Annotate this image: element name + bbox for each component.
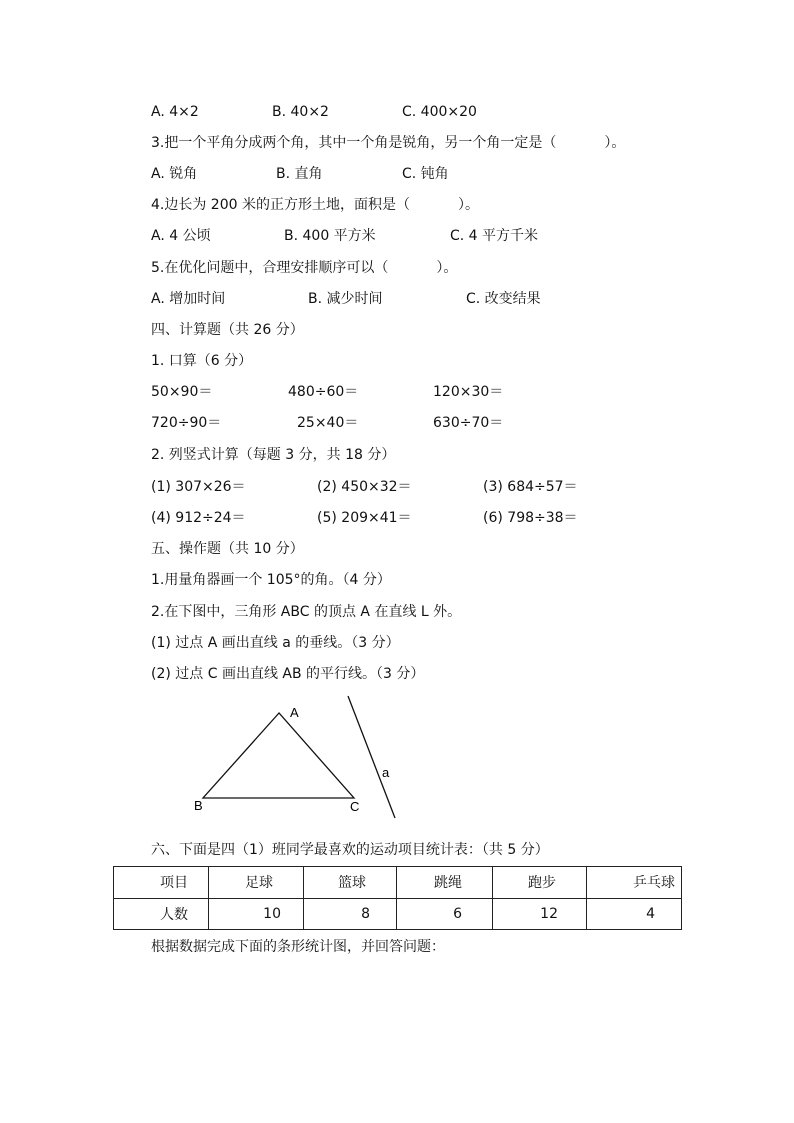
q3-stem xyxy=(151,133,625,153)
oral-problem-6: 630÷70＝ xyxy=(433,415,504,431)
q5-option-c: C. 改变结果 xyxy=(466,291,541,307)
q3-option-b: B. 直角 xyxy=(276,166,323,182)
oral-problem-2: 480÷60＝ xyxy=(288,384,359,400)
operation-q1: 1.用量角器画一个 105°的角。（4 分） xyxy=(151,572,391,588)
vertical-problem-1: (1) 307×26＝ xyxy=(151,479,246,495)
q5-option-b: B. 减少时间 xyxy=(308,291,383,307)
section6-title: 六、下面是四（1）班同学最喜欢的运动项目统计表：（共 5 分） xyxy=(151,842,549,858)
table-header-cell: 篮球 xyxy=(304,867,397,899)
section5-title: 五、操作题（共 10 分） xyxy=(151,541,304,557)
table-header-row xyxy=(114,867,682,899)
chart-instruction: 根据数据完成下面的条形统计图，并回答问题： xyxy=(151,939,445,955)
vertical-problem-2: (2) 450×32＝ xyxy=(317,479,412,495)
triangle-abc xyxy=(203,713,354,798)
table-header-cell: 跑步 xyxy=(493,867,587,899)
section4-title: 四、计算题（共 26 分） xyxy=(151,322,304,338)
line-label-a: a xyxy=(382,765,390,780)
table-header-cell: 乒乓球 xyxy=(587,867,682,899)
operation-q2: 2.在下图中，三角形 ABC 的顶点 A 在直线 L 外。 xyxy=(151,604,462,620)
table-cell: 12 xyxy=(493,898,587,930)
q2-option-c: C. 400×20 xyxy=(402,104,477,120)
q3-option-c: C. 钝角 xyxy=(402,166,449,182)
vertical-calc-title: 2. 列竖式计算（每题 3 分，共 18 分） xyxy=(151,447,396,463)
vertical-problem-5: (5) 209×41＝ xyxy=(317,510,412,526)
q3-text-before: 3.把一个平角分成两个角，其中一个角是锐角，另一个角一定是（ xyxy=(151,135,557,151)
vertical-problem-6: (6) 798÷38＝ xyxy=(483,510,578,526)
vertex-label-b: B xyxy=(194,798,203,813)
oral-problem-5: 25×40＝ xyxy=(297,415,359,431)
oral-problem-4: 720÷90＝ xyxy=(151,415,222,431)
triangle-figure[interactable] xyxy=(190,690,410,825)
q5-text-before: 5.在优化问题中，合理安排顺序可以（ xyxy=(151,260,389,276)
table-cell: 4 xyxy=(587,898,682,930)
q3-text-after: ）。 xyxy=(604,135,626,151)
q5-text-after: ）。 xyxy=(436,260,458,276)
q4-text-after: ）。 xyxy=(457,197,479,213)
operation-q2-part2: (2) 过点 C 画出直线 AB 的平行线。（3 分） xyxy=(151,666,425,682)
q4-option-c: C. 4 平方千米 xyxy=(450,228,539,244)
vertex-label-a: A xyxy=(290,705,299,720)
q4-option-b: B. 400 平方米 xyxy=(284,228,376,244)
table-cell: 人数 xyxy=(114,898,209,930)
operation-q2-part1: (1) 过点 A 画出直线 a 的垂线。（3 分） xyxy=(151,635,400,651)
vertical-problem-4: (4) 912÷24＝ xyxy=(151,510,246,526)
vertical-problem-3: (3) 684÷57＝ xyxy=(483,479,578,495)
q4-text-before: 4.边长为 200 米的正方形土地，面积是（ xyxy=(151,197,410,213)
table-cell: 8 xyxy=(304,898,397,930)
vertex-label-c: C xyxy=(350,799,360,814)
table-header-cell: 跳绳 xyxy=(397,867,493,899)
oral-problem-3: 120×30＝ xyxy=(433,384,504,400)
table-header-cell: 项目 xyxy=(114,867,209,899)
q2-option-a: A. 4×2 xyxy=(151,104,199,120)
table-cell: 6 xyxy=(397,898,493,930)
q2-option-b: B. 40×2 xyxy=(272,104,329,120)
q5-stem xyxy=(151,258,457,278)
sports-stats-table xyxy=(113,866,682,930)
table-row xyxy=(114,898,682,930)
q5-option-a: A. 增加时间 xyxy=(151,291,226,307)
table-cell: 10 xyxy=(209,898,304,930)
oral-calc-title: 1. 口算（6 分） xyxy=(151,353,253,369)
q4-stem xyxy=(151,195,479,215)
q4-option-a: A. 4 公顷 xyxy=(151,228,211,244)
oral-problem-1: 50×90＝ xyxy=(151,384,213,400)
table-header-cell: 足球 xyxy=(209,867,304,899)
q3-option-a: A. 锐角 xyxy=(151,166,198,182)
